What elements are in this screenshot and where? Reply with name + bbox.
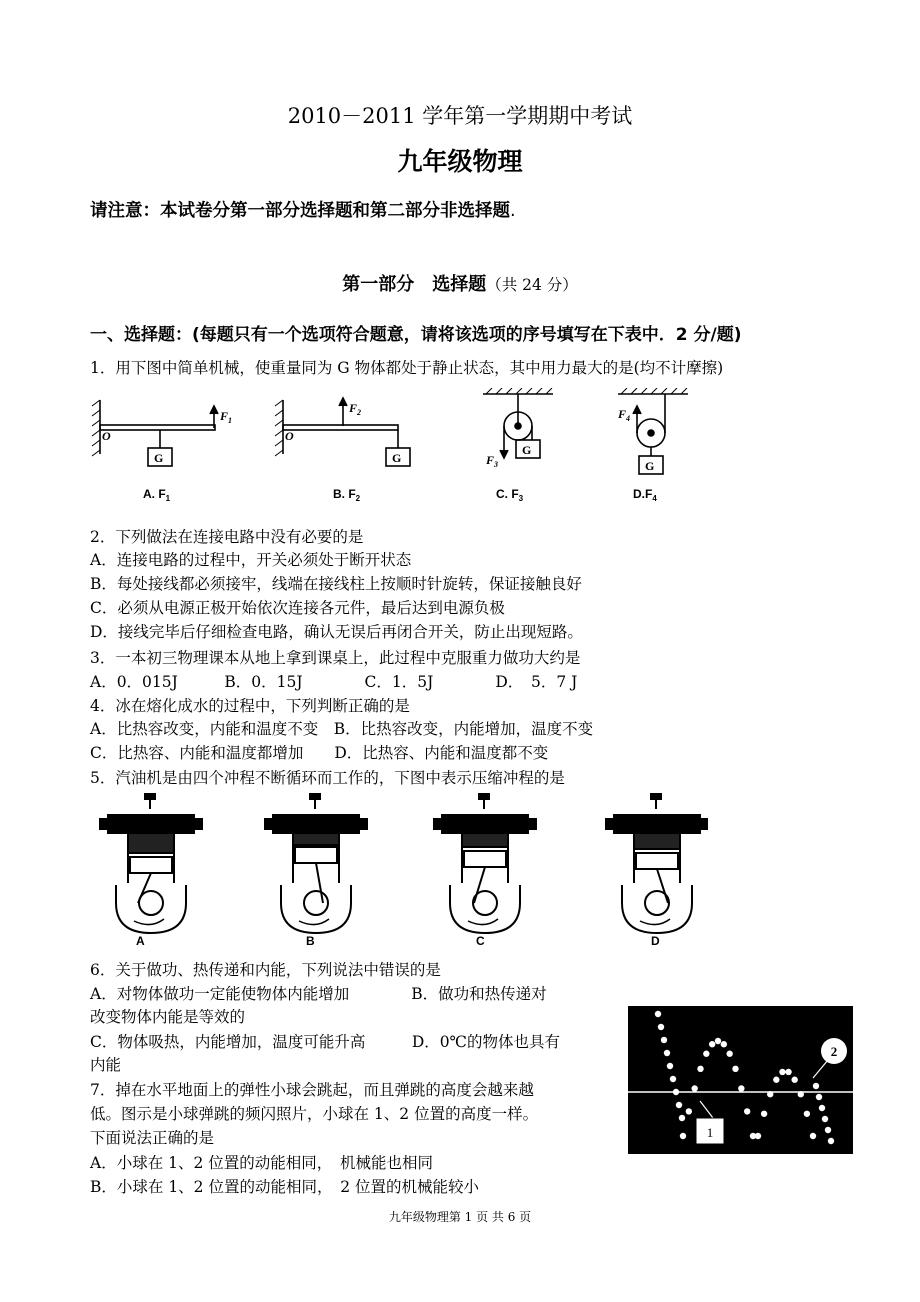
question-6: 6．关于做功、热传递和内能，下列说法中错误的是 <box>90 961 441 979</box>
engine-label-b: B <box>306 934 315 948</box>
ball-image <box>676 1102 682 1108</box>
force-label-c-sub: 3 <box>494 460 499 469</box>
ball-image <box>664 1050 670 1056</box>
ball-image <box>732 1066 738 1072</box>
part-heading <box>0 270 920 296</box>
ball-image <box>703 1051 709 1057</box>
question-7: 7．掉在水平地面上的弹性小球会跳起，而且弹跳的高度会越来越 <box>90 1081 534 1099</box>
weight-label-a: G <box>154 451 164 465</box>
ball-image <box>673 1089 679 1095</box>
force-label-c <box>485 453 498 469</box>
force-label-a-f: F <box>220 409 229 423</box>
option-caption-c <box>496 487 524 503</box>
force-label-b-f: F <box>349 401 358 415</box>
option-caption-a <box>143 487 171 503</box>
pivot-label-a: O <box>102 429 111 443</box>
question-2: 2．下列做法在连接电路中没有必要的是 <box>90 528 364 546</box>
engine-label-c: C <box>476 934 485 948</box>
ball-image <box>709 1041 715 1047</box>
ball-image <box>804 1111 810 1117</box>
weight-label-b: G <box>392 451 402 465</box>
ball-image <box>816 1094 822 1100</box>
question-3-options: A．0．015J B．0．15J C．1．5J D． 5．7 J <box>90 673 578 691</box>
force-label-d-f: F <box>618 407 627 421</box>
question-6-options-ab-cont: 改变物体内能是等效的 <box>90 1008 246 1026</box>
ball-image <box>655 1011 661 1017</box>
ball-image <box>755 1133 761 1139</box>
ball-image <box>667 1063 673 1069</box>
question-4: 4．冰在熔化成水的过程中，下列判断正确的是 <box>90 697 410 715</box>
option-caption-a-sub: 1 <box>165 494 171 503</box>
question-7-option-b: B．小球在 1、2 位置的动能相同， 2 位置的机械能较小 <box>90 1178 480 1196</box>
engine-label-d: D <box>651 934 660 948</box>
force-label-c-f: F <box>486 453 495 467</box>
page-footer: 九年级物理第 1 页 共 6 页 <box>388 1210 532 1224</box>
ball-image <box>810 1133 816 1139</box>
question-6-options-cd: C．物体吸热，内能增加，温度可能升高 D．0℃的物体也具有 <box>90 1033 560 1051</box>
option-caption-b <box>333 487 361 503</box>
ball-image <box>822 1116 828 1122</box>
ball-image <box>791 1077 797 1083</box>
notice-end: . <box>510 201 516 221</box>
question-7-line-2: 低。图示是小球弹跳的频闪照片，小球在 1、2 位置的高度一样。 <box>90 1105 539 1123</box>
option-caption-b-text: B. F <box>333 487 356 501</box>
ball-image <box>658 1024 664 1030</box>
ball-image <box>761 1111 767 1117</box>
ball-image <box>697 1066 703 1072</box>
ball-image <box>819 1105 825 1111</box>
question-7-option-a: A．小球在 1、2 位置的动能相同， 机械能也相同 <box>90 1154 434 1172</box>
ball-image <box>715 1038 721 1044</box>
ball-image <box>825 1127 831 1133</box>
ball-image <box>721 1041 727 1047</box>
ball-image <box>679 1115 685 1121</box>
question-6-options-cd-cont: 内能 <box>90 1056 122 1074</box>
option-caption-d-text: D.F <box>633 487 653 501</box>
question-4-options-cd: C．比热容、内能和温度都增加 D．比热容、内能和温度都不变 <box>90 744 549 762</box>
ball-image <box>767 1091 773 1097</box>
position-2-label: 2 <box>830 1044 838 1059</box>
ball-image <box>691 1085 697 1091</box>
question-6-options-ab: A．对物体做功一定能使物体内能增加 B．做功和热传递对 <box>90 985 547 1003</box>
ball-image <box>773 1077 779 1083</box>
option-caption-c-sub: 3 <box>518 494 524 503</box>
option-caption-d <box>633 487 657 503</box>
section-heading: 一、选择题：(每题只有一个选项符合题意，请将该选项的序号填写在下表中．2 分/题) <box>90 325 742 345</box>
force-label-a-sub: 1 <box>228 416 233 425</box>
part-name: 第一部分 选择题 <box>342 274 487 295</box>
position-1-label: 1 <box>706 1125 714 1140</box>
ball-image <box>726 1051 732 1057</box>
question-5: 5．汽油机是由四个冲程不断循环而工作的，下图中表示压缩冲程的是 <box>90 769 565 787</box>
option-caption-b-sub: 2 <box>355 494 361 503</box>
exam-title: 2010－2011 学年第一学期期中考试 <box>287 104 633 128</box>
notice-text: 请注意：本试卷分第一部分选择题和第二部分非选择题 <box>90 201 510 221</box>
weight-label-c: G <box>522 443 532 457</box>
option-caption-d-sub: 4 <box>652 494 657 503</box>
weight-label-d: G <box>645 459 655 473</box>
ball-image <box>779 1069 785 1075</box>
question-1: 1．用下图中简单机械，使重量同为 G 物体都处于静止状态，其中用力最大的是(均不计摩擦) <box>90 359 724 377</box>
force-label-b-sub: 2 <box>357 408 362 417</box>
exam-subject: 九年级物理 <box>397 147 523 176</box>
ball-image <box>785 1069 791 1075</box>
q1-machines-figure <box>88 388 708 508</box>
question-4-options-ab: A．比热容改变，内能和温度不变 B．比热容改变，内能增加，温度不变 <box>90 720 594 738</box>
ball-image <box>670 1076 676 1082</box>
ball-image <box>738 1085 744 1091</box>
exam-notice <box>90 197 516 222</box>
part-score: （共 24 分） <box>486 276 578 294</box>
option-caption-c-text: C. F <box>496 487 519 501</box>
engine-label-a: A <box>136 934 145 948</box>
force-label-d <box>617 407 630 423</box>
ball-image <box>686 1108 692 1114</box>
ball-image <box>744 1108 750 1114</box>
option-caption-a-text: A. F <box>143 487 166 501</box>
question-3: 3．一本初三物理课本从地上拿到课桌上，此过程中克服重力做功大约是 <box>90 649 581 667</box>
force-label-b <box>348 401 361 417</box>
force-label-a <box>219 409 232 425</box>
pivot-label-b: O <box>285 429 294 443</box>
ball-image <box>813 1083 819 1089</box>
ball-image <box>798 1091 804 1097</box>
q7-bouncing-ball-photo <box>628 1006 853 1154</box>
question-2-option-d: D．接线完毕后仔细检查电路，确认无误后再闭合开关，防止出现短路。 <box>90 623 583 641</box>
force-label-d-sub: 4 <box>626 414 631 423</box>
question-2-option-b: B．每处接线都必须接牢，线端在接线柱上按顺时针旋转，保证接触良好 <box>90 575 582 593</box>
question-2-option-c: C．必须从电源正极开始依次连接各元件，最后达到电源负极 <box>90 599 505 617</box>
ball-image <box>661 1037 667 1043</box>
ball-image <box>680 1133 686 1139</box>
question-2-option-a: A．连接电路的过程中，开关必须处于断开状态 <box>90 551 412 569</box>
ball-image <box>828 1138 834 1144</box>
question-7-line-3: 下面说法正确的是 <box>90 1129 215 1147</box>
q5-engine-strokes-figure <box>88 793 708 948</box>
